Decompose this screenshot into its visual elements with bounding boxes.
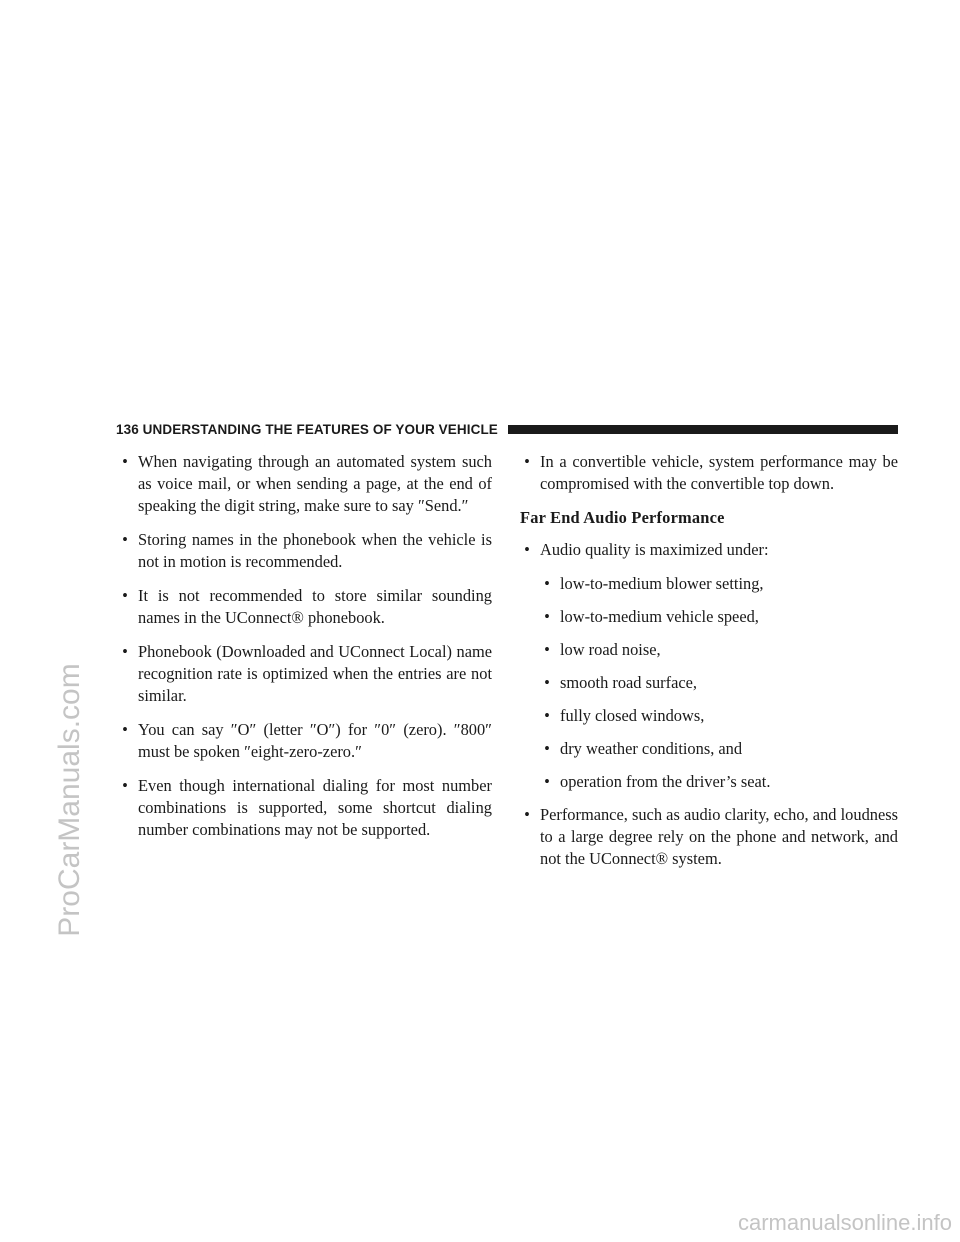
bullet-text: You can say ″O″ (letter ″O″) for ″0″ (zero). ″800″ must be spoken ″eight-zero-zero.″ bbox=[138, 720, 492, 761]
bullet-item bbox=[118, 529, 492, 573]
bullet-text: Phonebook (Downloaded and UConnect Local) name recognition rate is optimized when the entries are not similar. bbox=[138, 642, 492, 705]
bullet-text: When navigating through an automated system such as voice mail, or when sending a page, at the end of speaking the digit string, make sure to say ″Send.″ bbox=[138, 452, 492, 515]
bullet-text: operation from the driver’s seat. bbox=[560, 772, 771, 791]
bullet-item bbox=[118, 585, 492, 629]
bullet-item bbox=[520, 539, 898, 561]
sub-bullet-item bbox=[540, 672, 898, 694]
sub-bullet-list bbox=[520, 573, 898, 793]
bottom-watermark: carmanualsonline.info bbox=[737, 1210, 952, 1235]
bullet-text: Performance, such as audio clarity, echo, and loudness to a large degree rely on the phone and network, and not the UConnect® system. bbox=[540, 805, 898, 868]
page-header bbox=[116, 418, 898, 440]
bullet-icon: • bbox=[524, 452, 530, 471]
bullet-item bbox=[118, 641, 492, 707]
bullet-icon: • bbox=[122, 776, 128, 795]
bullet-icon: • bbox=[122, 642, 128, 661]
header-rule bbox=[508, 425, 898, 434]
right-column bbox=[520, 451, 898, 882]
bullet-text: Storing names in the phonebook when the vehicle is not in motion is recommended. bbox=[138, 530, 492, 571]
bullet-icon: • bbox=[544, 739, 550, 758]
bullet-item bbox=[520, 451, 898, 495]
bullet-icon: • bbox=[122, 586, 128, 605]
bullet-icon: • bbox=[122, 720, 128, 739]
bullet-item bbox=[118, 719, 492, 763]
bullet-icon: • bbox=[524, 540, 530, 559]
sub-bullet-item bbox=[540, 573, 898, 595]
bullet-text: fully closed windows, bbox=[560, 706, 705, 725]
bullet-text: low-to-medium blower setting, bbox=[560, 574, 764, 593]
bullet-icon: • bbox=[544, 772, 550, 791]
sub-bullet-item bbox=[540, 639, 898, 661]
left-column bbox=[118, 451, 492, 853]
bullet-item bbox=[520, 804, 898, 870]
bullet-icon: • bbox=[122, 452, 128, 471]
side-watermark: ProCarManuals.com bbox=[53, 663, 86, 937]
bullet-text: dry weather conditions, and bbox=[560, 739, 743, 758]
sub-bullet-item bbox=[540, 771, 898, 793]
sub-bullet-item bbox=[540, 606, 898, 628]
bullet-text: low-to-medium vehicle speed, bbox=[560, 607, 759, 626]
bullet-text: It is not recommended to store similar sounding names in the UConnect® phonebook. bbox=[138, 586, 492, 627]
bullet-text: Even though international dialing for most number combinations is supported, some shortcut dialing number combinations may not be supported. bbox=[138, 776, 492, 839]
bullet-text: In a convertible vehicle, system performance may be compromised with the convertible top down. bbox=[540, 452, 898, 493]
section-title: Far End Audio Performance bbox=[520, 508, 725, 527]
bullet-icon: • bbox=[544, 607, 550, 626]
bullet-text: low road noise, bbox=[560, 640, 661, 659]
bullet-icon: • bbox=[122, 530, 128, 549]
bullet-item bbox=[118, 775, 492, 841]
bullet-icon: • bbox=[544, 574, 550, 593]
bullet-icon: • bbox=[544, 706, 550, 725]
page-header-text: 136 UNDERSTANDING THE FEATURES OF YOUR VEHICLE bbox=[116, 421, 498, 437]
bullet-item bbox=[118, 451, 492, 517]
bullet-text: smooth road surface, bbox=[560, 673, 697, 692]
bullet-text: Audio quality is maximized under: bbox=[540, 540, 769, 559]
bullet-icon: • bbox=[544, 640, 550, 659]
bullet-icon: • bbox=[524, 805, 530, 824]
bullet-icon: • bbox=[544, 673, 550, 692]
sub-bullet-item bbox=[540, 705, 898, 727]
sub-bullet-item bbox=[540, 738, 898, 760]
